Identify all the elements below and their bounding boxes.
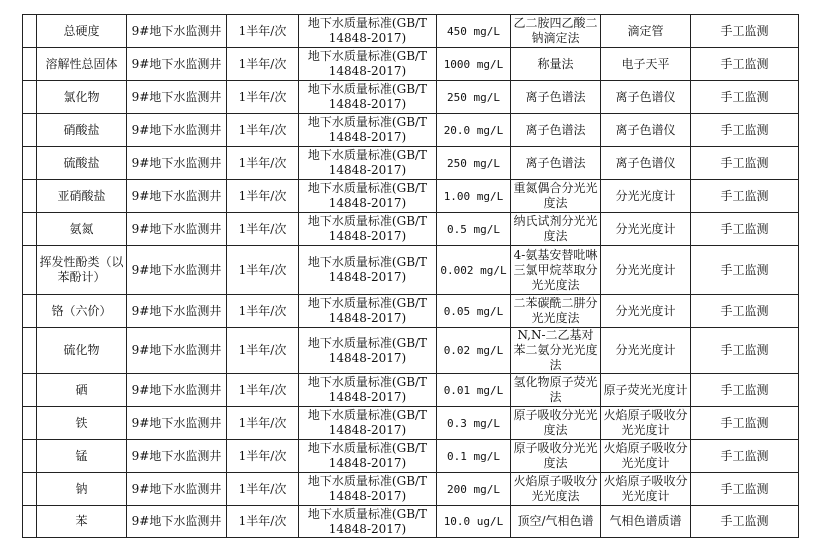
mode-cell: 手工监测 xyxy=(691,180,799,213)
table-row xyxy=(23,48,799,81)
site-cell: 9#地下水监测井 xyxy=(127,48,227,81)
frequency-cell: 1半年/次 xyxy=(227,506,299,538)
row-margin-cell xyxy=(23,374,37,407)
standard-cell: 地下水质量标准(GB/T 14848-2017) xyxy=(299,295,437,328)
row-margin-cell xyxy=(23,440,37,473)
standard-cell: 地下水质量标准(GB/T 14848-2017) xyxy=(299,213,437,246)
limit-cell: 0.05 mg/L xyxy=(437,295,511,328)
instrument-cell: 火焰原子吸收分光光度计 xyxy=(601,473,691,506)
instrument-cell: 火焰原子吸收分光光度计 xyxy=(601,440,691,473)
mode-cell: 手工监测 xyxy=(691,328,799,374)
limit-cell: 0.02 mg/L xyxy=(437,328,511,374)
standard-cell: 地下水质量标准(GB/T 14848-2017) xyxy=(299,81,437,114)
mode-cell: 手工监测 xyxy=(691,407,799,440)
method-cell: 称量法 xyxy=(511,48,601,81)
item-cell: 亚硝酸盐 xyxy=(37,180,127,213)
item-cell: 硒 xyxy=(37,374,127,407)
standard-cell: 地下水质量标准(GB/T 14848-2017) xyxy=(299,407,437,440)
mode-cell: 手工监测 xyxy=(691,213,799,246)
table-row xyxy=(23,180,799,213)
table-row xyxy=(23,15,799,48)
site-cell: 9#地下水监测井 xyxy=(127,246,227,295)
method-cell: 纳氏试剂分光光度法 xyxy=(511,213,601,246)
site-cell: 9#地下水监测井 xyxy=(127,147,227,180)
table-row xyxy=(23,473,799,506)
row-margin-cell xyxy=(23,506,37,538)
mode-cell: 手工监测 xyxy=(691,374,799,407)
table-row xyxy=(23,440,799,473)
table-row xyxy=(23,114,799,147)
row-margin-cell xyxy=(23,114,37,147)
method-cell: 氢化物原子荧光法 xyxy=(511,374,601,407)
mode-cell: 手工监测 xyxy=(691,15,799,48)
item-cell: 钠 xyxy=(37,473,127,506)
row-margin-cell xyxy=(23,213,37,246)
table-row xyxy=(23,407,799,440)
mode-cell: 手工监测 xyxy=(691,473,799,506)
limit-cell: 250 mg/L xyxy=(437,81,511,114)
site-cell: 9#地下水监测井 xyxy=(127,440,227,473)
method-cell: 原子吸收分光光度法 xyxy=(511,440,601,473)
site-cell: 9#地下水监测井 xyxy=(127,15,227,48)
standard-cell: 地下水质量标准(GB/T 14848-2017) xyxy=(299,328,437,374)
table-row xyxy=(23,374,799,407)
row-margin-cell xyxy=(23,147,37,180)
site-cell: 9#地下水监测井 xyxy=(127,295,227,328)
item-cell: 氨氮 xyxy=(37,213,127,246)
limit-cell: 0.01 mg/L xyxy=(437,374,511,407)
monitoring-table xyxy=(22,14,799,538)
frequency-cell: 1半年/次 xyxy=(227,213,299,246)
frequency-cell: 1半年/次 xyxy=(227,295,299,328)
limit-cell: 0.3 mg/L xyxy=(437,407,511,440)
mode-cell: 手工监测 xyxy=(691,147,799,180)
method-cell: 乙二胺四乙酸二钠滴定法 xyxy=(511,15,601,48)
item-cell: 硫化物 xyxy=(37,328,127,374)
item-cell: 溶解性总固体 xyxy=(37,48,127,81)
row-margin-cell xyxy=(23,180,37,213)
site-cell: 9#地下水监测井 xyxy=(127,213,227,246)
row-margin-cell xyxy=(23,48,37,81)
item-cell: 铁 xyxy=(37,407,127,440)
row-margin-cell xyxy=(23,295,37,328)
method-cell: 重氮偶合分光光度法 xyxy=(511,180,601,213)
item-cell: 铬（六价） xyxy=(37,295,127,328)
standard-cell: 地下水质量标准(GB/T 14848-2017) xyxy=(299,48,437,81)
method-cell: 离子色谱法 xyxy=(511,147,601,180)
limit-cell: 1.00 mg/L xyxy=(437,180,511,213)
standard-cell: 地下水质量标准(GB/T 14848-2017) xyxy=(299,246,437,295)
item-cell: 苯 xyxy=(37,506,127,538)
limit-cell: 1000 mg/L xyxy=(437,48,511,81)
method-cell: 离子色谱法 xyxy=(511,114,601,147)
item-cell: 硫酸盐 xyxy=(37,147,127,180)
instrument-cell: 分光光度计 xyxy=(601,328,691,374)
frequency-cell: 1半年/次 xyxy=(227,473,299,506)
instrument-cell: 电子天平 xyxy=(601,48,691,81)
table-row xyxy=(23,147,799,180)
instrument-cell: 原子荧光光度计 xyxy=(601,374,691,407)
table-row xyxy=(23,81,799,114)
method-cell: N,N-二乙基对苯二氨分光光度法 xyxy=(511,328,601,374)
mode-cell: 手工监测 xyxy=(691,246,799,295)
mode-cell: 手工监测 xyxy=(691,48,799,81)
method-cell: 离子色谱法 xyxy=(511,81,601,114)
method-cell: 二苯碳酰二肼分光光度法 xyxy=(511,295,601,328)
standard-cell: 地下水质量标准(GB/T 14848-2017) xyxy=(299,147,437,180)
mode-cell: 手工监测 xyxy=(691,506,799,538)
standard-cell: 地下水质量标准(GB/T 14848-2017) xyxy=(299,374,437,407)
item-cell: 锰 xyxy=(37,440,127,473)
site-cell: 9#地下水监测井 xyxy=(127,180,227,213)
instrument-cell: 气相色谱质谱 xyxy=(601,506,691,538)
site-cell: 9#地下水监测井 xyxy=(127,114,227,147)
limit-cell: 0.1 mg/L xyxy=(437,440,511,473)
limit-cell: 450 mg/L xyxy=(437,15,511,48)
table-row xyxy=(23,213,799,246)
instrument-cell: 分光光度计 xyxy=(601,180,691,213)
instrument-cell: 分光光度计 xyxy=(601,295,691,328)
item-cell: 氯化物 xyxy=(37,81,127,114)
method-cell: 原子吸收分光光度法 xyxy=(511,407,601,440)
row-margin-cell xyxy=(23,328,37,374)
standard-cell: 地下水质量标准(GB/T 14848-2017) xyxy=(299,114,437,147)
mode-cell: 手工监测 xyxy=(691,81,799,114)
site-cell: 9#地下水监测井 xyxy=(127,374,227,407)
frequency-cell: 1半年/次 xyxy=(227,374,299,407)
row-margin-cell xyxy=(23,15,37,48)
limit-cell: 200 mg/L xyxy=(437,473,511,506)
mode-cell: 手工监测 xyxy=(691,295,799,328)
frequency-cell: 1半年/次 xyxy=(227,328,299,374)
frequency-cell: 1半年/次 xyxy=(227,246,299,295)
frequency-cell: 1半年/次 xyxy=(227,81,299,114)
table-row xyxy=(23,246,799,295)
table-row xyxy=(23,506,799,538)
item-cell: 总硬度 xyxy=(37,15,127,48)
limit-cell: 10.0 ug/L xyxy=(437,506,511,538)
method-cell: 4-氨基安替吡啉三氯甲烷萃取分光光度法 xyxy=(511,246,601,295)
site-cell: 9#地下水监测井 xyxy=(127,407,227,440)
row-margin-cell xyxy=(23,81,37,114)
limit-cell: 20.0 mg/L xyxy=(437,114,511,147)
frequency-cell: 1半年/次 xyxy=(227,407,299,440)
mode-cell: 手工监测 xyxy=(691,114,799,147)
frequency-cell: 1半年/次 xyxy=(227,147,299,180)
standard-cell: 地下水质量标准(GB/T 14848-2017) xyxy=(299,440,437,473)
instrument-cell: 分光光度计 xyxy=(601,213,691,246)
table-row xyxy=(23,295,799,328)
site-cell: 9#地下水监测井 xyxy=(127,506,227,538)
site-cell: 9#地下水监测井 xyxy=(127,328,227,374)
frequency-cell: 1半年/次 xyxy=(227,15,299,48)
row-margin-cell xyxy=(23,407,37,440)
frequency-cell: 1半年/次 xyxy=(227,114,299,147)
instrument-cell: 离子色谱仪 xyxy=(601,147,691,180)
site-cell: 9#地下水监测井 xyxy=(127,81,227,114)
site-cell: 9#地下水监测井 xyxy=(127,473,227,506)
row-margin-cell xyxy=(23,473,37,506)
limit-cell: 0.5 mg/L xyxy=(437,213,511,246)
method-cell: 顶空/气相色谱 xyxy=(511,506,601,538)
limit-cell: 0.002 mg/L xyxy=(437,246,511,295)
instrument-cell: 离子色谱仪 xyxy=(601,81,691,114)
standard-cell: 地下水质量标准(GB/T 14848-2017) xyxy=(299,473,437,506)
standard-cell: 地下水质量标准(GB/T 14848-2017) xyxy=(299,180,437,213)
item-cell: 硝酸盐 xyxy=(37,114,127,147)
standard-cell: 地下水质量标准(GB/T 14848-2017) xyxy=(299,506,437,538)
frequency-cell: 1半年/次 xyxy=(227,48,299,81)
instrument-cell: 火焰原子吸收分光光度计 xyxy=(601,407,691,440)
row-margin-cell xyxy=(23,246,37,295)
instrument-cell: 离子色谱仪 xyxy=(601,114,691,147)
item-cell: 挥发性酚类（以苯酚计） xyxy=(37,246,127,295)
method-cell: 火焰原子吸收分光光度法 xyxy=(511,473,601,506)
standard-cell: 地下水质量标准(GB/T 14848-2017) xyxy=(299,15,437,48)
instrument-cell: 分光光度计 xyxy=(601,246,691,295)
instrument-cell: 滴定管 xyxy=(601,15,691,48)
frequency-cell: 1半年/次 xyxy=(227,180,299,213)
frequency-cell: 1半年/次 xyxy=(227,440,299,473)
table-row xyxy=(23,328,799,374)
mode-cell: 手工监测 xyxy=(691,440,799,473)
limit-cell: 250 mg/L xyxy=(437,147,511,180)
